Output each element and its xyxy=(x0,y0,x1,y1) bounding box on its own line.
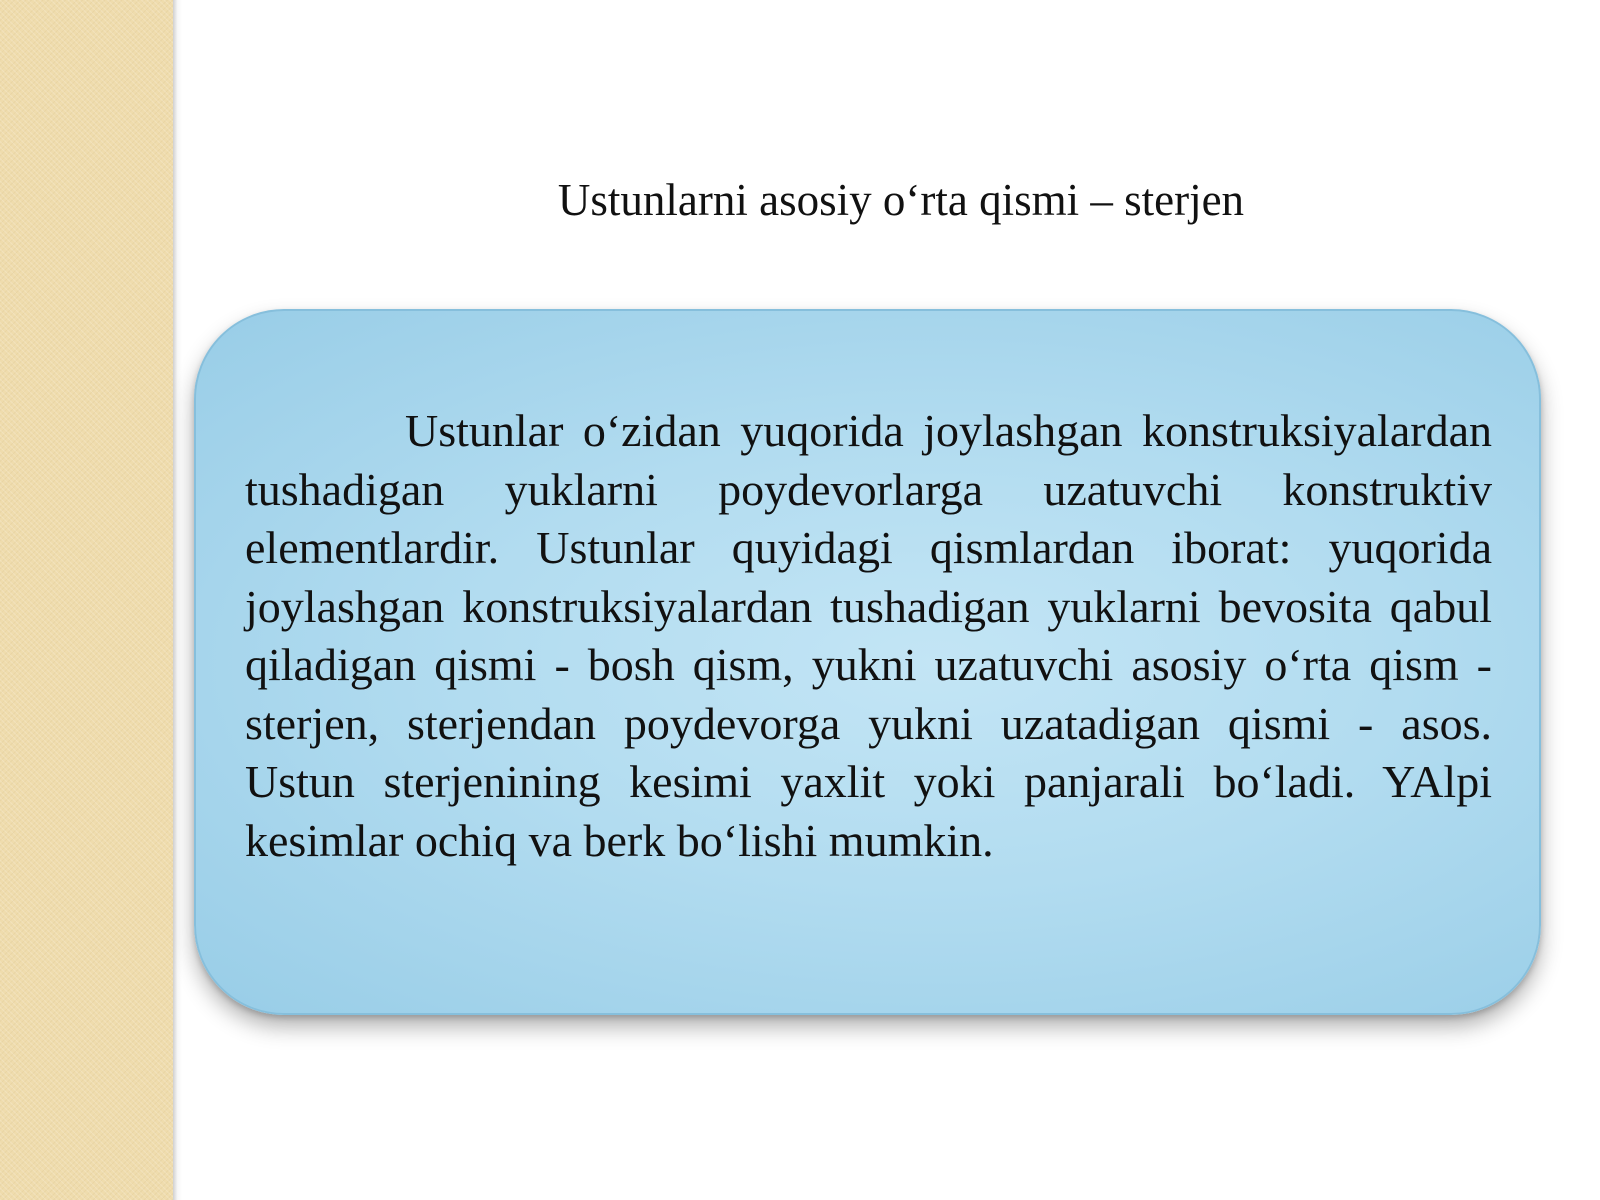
slide-title-text: Ustunlarni asosiy o‘rta qismi – sterjen xyxy=(557,175,1245,225)
slide-title xyxy=(182,170,1600,230)
side-band-shadow xyxy=(173,0,182,1200)
decorative-side-band xyxy=(0,0,173,1200)
body-paragraph: Ustunlar o‘zidan yuqorida joylashgan konstruksiyalardan tushadigan yuklarni poydevorlarga uzatuvchi konstruktiv elementlardir. Ustunlar quyidagi qismlardan iborat: yuqorida joylashgan konstruksiyalardan tushadigan yuklarni bevosita qabul qiladigan qismi - bosh qism, yukni uzatuvchi asosiy o‘rta qism - sterjen, sterjendan poydevorga yukni uzatadigan qismi - asos. Ustun sterjenining kesimi yaxlit yoki panjarali bo‘ladi. YAlpi kesimlar ochiq va berk bo‘lishi mumkin. xyxy=(245,405,1492,866)
